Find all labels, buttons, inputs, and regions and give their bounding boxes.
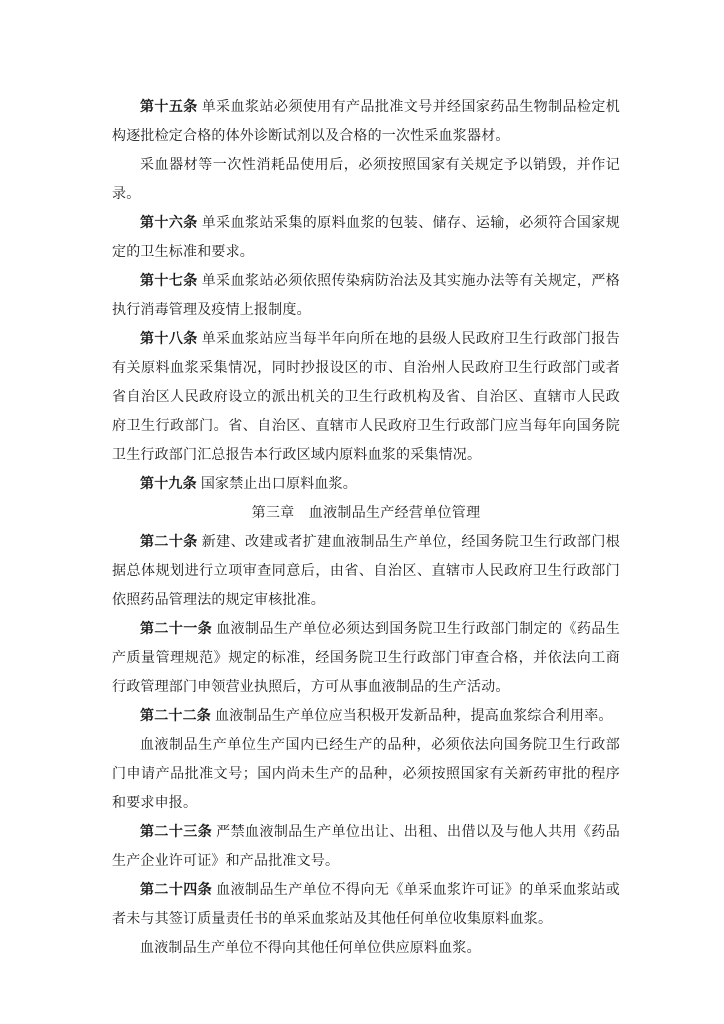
article-19	[112, 470, 620, 499]
paragraph-text: 血液制品生产单位不得向其他任何单位供应原料血浆。	[140, 940, 481, 956]
article-24	[112, 876, 620, 934]
chapter-heading: 第三章 血液制品生产经营单位管理	[251, 505, 481, 521]
article-number: 第二十四条	[140, 882, 213, 898]
paragraph-text: 血液制品生产单位生产国内已经生产的品种，必须依法向国务院卫生行政部门申请产品批准文号；国内尚未生产的品种，必须按照国家有关新药审批的程序和要求申报。	[112, 737, 620, 811]
paragraph-text: 采血器材等一次性消耗品使用后，必须按照国家有关规定予以销毁，并作记录。	[112, 157, 620, 202]
article-text: 新建、改建或者扩建血液制品生产单位，经国务院卫生行政部门根据总体规划进行立项审查同意后，由省、自治区、直辖市人民政府卫生行政部门依照药品管理法的规定审核批准。	[112, 534, 620, 608]
article-number: 第十七条	[140, 273, 198, 289]
document-page	[112, 93, 620, 963]
article-20	[112, 528, 620, 615]
article-text: 单采血浆站应当每半年向所在地的县级人民政府卫生行政部门报告有关原料血浆采集情况，同时抄报设区的市、自治州人民政府卫生行政部门或者省自治区人民政府设立的派出机关的卫生行政机构及省、自治区、直辖市人民政府卫生行政部门。省、自治区、直辖市人民政府卫生行政部门应当每年向国务院卫生行政部门汇总报告本行政区域内原料血浆的采集情况。	[112, 331, 620, 463]
article-number: 第十五条	[140, 99, 198, 115]
article-22	[112, 702, 620, 731]
article-16	[112, 209, 620, 267]
article-text: 单采血浆站必须使用有产品批准文号并经国家药品生物制品检定机构逐批检定合格的体外诊断试剂以及合格的一次性采血浆器材。	[112, 99, 620, 144]
article-15	[112, 93, 620, 151]
article-text: 单采血浆站采集的原料血浆的包装、储存、运输，必须符合国家规定的卫生标准和要求。	[112, 215, 620, 260]
article-number: 第十九条	[140, 476, 197, 492]
article-number: 第二十条	[140, 534, 198, 550]
article-number: 第二十一条	[140, 621, 213, 637]
article-number: 第二十二条	[140, 708, 211, 724]
article-18	[112, 325, 620, 470]
article-text: 严禁血液制品生产单位出让、出租、出借以及与他人共用《药品生产企业许可证》和产品批准文号。	[112, 824, 620, 869]
article-text: 国家禁止出口原料血浆。	[200, 476, 358, 492]
paragraph	[112, 731, 620, 818]
paragraph	[112, 151, 620, 209]
paragraph	[112, 934, 620, 963]
article-text: 血液制品生产单位不得向无《单采血浆许可证》的单采血浆站或者未与其签订质量责任书的单采血浆站及其他任何单位收集原料血浆。	[112, 882, 620, 927]
article-number: 第二十三条	[140, 824, 213, 840]
article-23	[112, 818, 620, 876]
article-17	[112, 267, 620, 325]
article-number: 第十八条	[140, 331, 198, 347]
article-text: 血液制品生产单位应当积极开发新品种，提高血浆综合利用率。	[215, 708, 613, 724]
article-21	[112, 615, 620, 702]
article-text: 血液制品生产单位必须达到国务院卫生行政部门制定的《药品生产质量管理规范》规定的标准，经国务院卫生行政部门审查合格，并依法向工商行政管理部门申领营业执照后，方可从事血液制品的生产活动。	[112, 621, 620, 695]
article-text: 单采血浆站必须依照传染病防治法及其实施办法等有关规定，严格执行消毒管理及疫情上报制度。	[112, 273, 620, 318]
article-number: 第十六条	[140, 215, 198, 231]
